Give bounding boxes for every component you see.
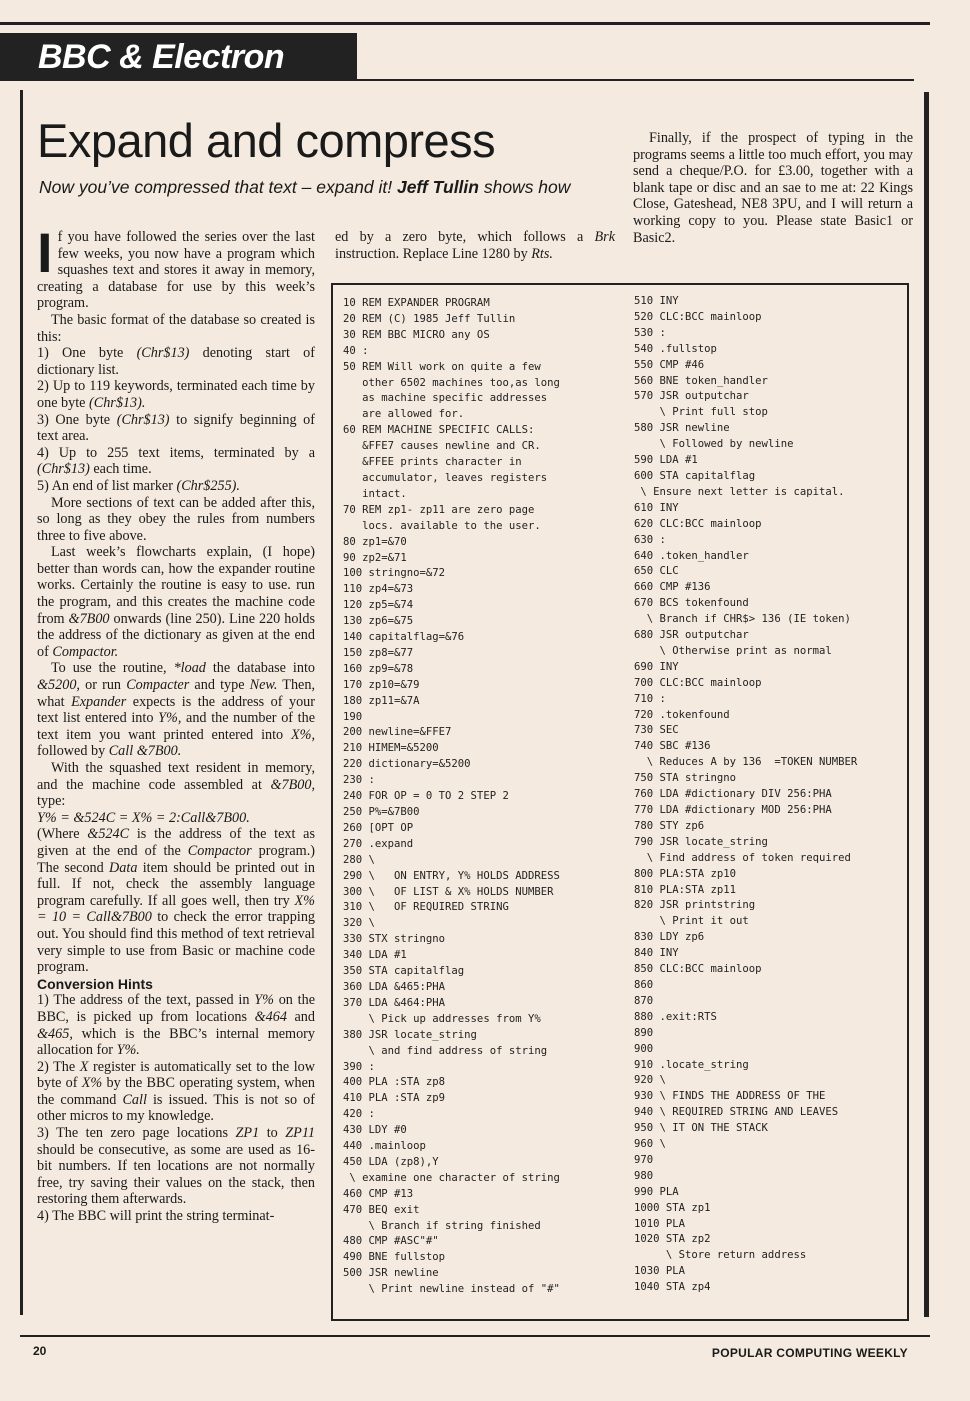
type-command: Y% = &524C = X% = 2:Call&7B00.	[37, 809, 250, 826]
code-line: accumulator, leaves registers	[343, 471, 548, 484]
code-line: 140 capitalflag=&76	[343, 631, 465, 644]
code-line: \ Print it out	[634, 915, 749, 928]
code-line: 860	[634, 978, 654, 991]
flowchart-paragraph: Last week’s flowcharts explain, (I hope) better than words can, how the expander routine works. Certainly the routine is easy to use. run the program, and this creates the machine code from &7B00 onwards (line 250). Line 220 holds the address of the dictionary as given at the end of Compactor.	[37, 544, 315, 660]
code-line: 840 INY	[634, 947, 679, 960]
code-line: 270 .expand	[343, 837, 414, 850]
code-line: 770 LDA #dictionary MOD 256:PHA	[634, 804, 832, 816]
code-line: 360 LDA &465:PHA	[343, 980, 446, 993]
program-listing-left	[343, 296, 560, 1298]
code-line: 810 PLA:STA zp11	[634, 883, 737, 896]
code-line: 690 INY	[634, 660, 679, 673]
code-line: 760 LDA #dictionary DIV 256:PHA	[634, 788, 832, 801]
code-line: 350 STA capitalflag	[343, 965, 465, 978]
code-line: 870	[634, 994, 654, 1007]
drop-cap: I	[37, 221, 53, 284]
code-line: 620 CLC:BCC mainloop	[634, 517, 762, 530]
code-line: 600 STA capitalflag	[634, 469, 756, 482]
hint-item: 1) The address of the text, passed in Y% on the BBC, is picked up from locations &464 and &465, which is the BBC’s internal memory allocation for Y%.	[37, 992, 315, 1059]
header-rule	[357, 79, 914, 81]
code-line: &FFE7 causes newline and CR.	[343, 440, 541, 453]
code-line: 210 HIMEM=&5200	[343, 742, 439, 755]
code-line: \ Store return address	[634, 1249, 807, 1262]
code-line: 500 JSR newline	[343, 1267, 439, 1280]
code-line: 940 \ REQUIRED STRING AND LEAVES	[634, 1106, 839, 1119]
code-line: 300 \ OF LIST & X% HOLDS NUMBER	[343, 885, 554, 898]
code-line: 580 JSR newline	[634, 422, 730, 435]
code-line: intact.	[343, 487, 407, 500]
list-item: 4) Up to 255 text items, terminated by a (Chr$13) each time.	[37, 444, 315, 478]
code-line: 240 FOR OP = 0 TO 2 STEP 2	[343, 790, 509, 803]
list-item: 3) One byte (Chr$13) to signify beginning of text area.	[37, 411, 315, 445]
code-line: 930 \ FINDS THE ADDRESS OF THE	[634, 1090, 826, 1103]
code-line: 200 newline=&FFE7	[343, 726, 452, 739]
code-line: 820 JSR printstring	[634, 899, 756, 912]
code-line: 130 zp6=&75	[343, 615, 414, 628]
standfirst-text: Now you’ve compressed that text – expand it!	[39, 177, 397, 197]
code-line: 420 :	[343, 1108, 375, 1121]
code-line: 960 \	[634, 1138, 666, 1151]
code-line: 980	[634, 1169, 654, 1182]
code-line: 640 .token_handler	[634, 549, 749, 562]
list-item: 5) An end of list marker (Chr$255).	[37, 477, 240, 494]
more-paragraph: More sections of text can be added after this, so long as they obey the rules from numbers three to five above.	[37, 494, 315, 544]
code-line: 590 LDA #1	[634, 454, 698, 467]
standfirst-author: Jeff Tullin	[396, 177, 479, 197]
code-line: 90 zp2=&71	[343, 551, 407, 564]
format-paragraph: The basic format of the database so created is this:	[37, 311, 315, 345]
body-column-3	[633, 130, 913, 246]
code-line: 880 .exit:RTS	[634, 1010, 717, 1023]
standfirst-suffix: shows how	[478, 177, 571, 197]
code-line: 40 :	[343, 344, 369, 357]
body-column-2: ed by a zero byte, which follows a Brk instruction. Replace Line 1280 by Rts.	[335, 229, 615, 262]
code-line: 650 CLC	[634, 565, 679, 578]
body-column-1	[37, 221, 316, 1225]
code-line: 520 CLC:BCC mainloop	[634, 310, 762, 323]
code-line: 30 REM BBC MICRO any OS	[343, 328, 490, 341]
code-line: 50 REM Will work on quite a few	[343, 360, 541, 373]
code-line: 970	[634, 1153, 654, 1166]
code-line: 990 PLA	[634, 1185, 679, 1198]
code-line: \ Ensure next letter is capital.	[634, 485, 845, 498]
squashed-paragraph: With the squashed text resident in memory, and the machine code assembled at &7B00, type:	[37, 760, 315, 810]
code-line: 660 CMP #136	[634, 581, 711, 594]
code-line: \ Branch if string finished	[343, 1219, 541, 1232]
code-line: 440 .mainloop	[343, 1140, 426, 1153]
code-line: 1030 PLA	[634, 1265, 686, 1278]
code-line: 920 \	[634, 1074, 666, 1087]
where-paragraph: (Where &524C is the address of the text as given at the end of the Compactor program.) The second Data item should be printed out in full. If not, check the assembly language program carefully. If all goes well, then try X% = 10 = Call&7B00 to check the error trapping out. You should find this method of text retrieval very simple to use from Basic or machine code program.	[37, 826, 316, 976]
publication-name: POPULAR COMPUTING WEEKLY	[711, 1346, 908, 1360]
code-line: 730 SEC	[634, 724, 679, 737]
code-line: 780 STY zp6	[634, 819, 705, 832]
hint-item: 2) The X register is automatically set to the low byte of X% by the BBC operating system, when the command Call is issued. This is not so of other micros to my knowledge.	[37, 1058, 315, 1125]
code-line: 250 P%=&7B00	[343, 806, 420, 818]
code-line: are allowed for.	[343, 408, 465, 421]
code-line: 340 LDA #1	[343, 949, 407, 962]
code-line: 230 :	[343, 774, 375, 787]
code-line: 790 JSR locate_string	[634, 835, 768, 848]
code-line: 1040 STA zp4	[634, 1281, 711, 1294]
code-line: \ Print full stop	[634, 406, 768, 419]
code-line: 1020 STA zp2	[634, 1233, 711, 1246]
code-line: 680 JSR outputchar	[634, 629, 749, 642]
program-listing-right	[634, 294, 857, 1296]
code-line: 10 REM EXPANDER PROGRAM	[343, 297, 490, 309]
footer-rule	[20, 1335, 930, 1337]
code-line: 950 \ IT ON THE STACK	[634, 1122, 768, 1135]
code-line: 100 stringno=&72	[343, 567, 446, 580]
code-line: 330 STX stringno	[343, 933, 446, 946]
code-line: 540 .fullstop	[634, 342, 717, 355]
code-line: 470 BEQ exit	[343, 1203, 420, 1216]
code-line: 410 PLA :STA zp9	[343, 1092, 446, 1105]
code-line: \ Followed by newline	[634, 438, 794, 451]
code-line: 220 dictionary=&5200	[343, 758, 471, 771]
code-line: 20 REM (C) 1985 Jeff Tullin	[343, 312, 516, 325]
list-item: 2) Up to 119 keywords, terminated each time by one byte (Chr$13).	[37, 378, 315, 411]
hint-item: 3) The ten zero page locations ZP1 to ZP11 should be consecutive, as some are used as 16-bit numbers. If ten locations are not normally free, try saving their values on the stack, then restoring them afterwards.	[37, 1125, 315, 1208]
code-line: \ Print newline instead of "#"	[343, 1283, 560, 1296]
code-line: 490 BNE fullstop	[343, 1251, 446, 1264]
code-line: 280 \	[343, 853, 375, 866]
code-line: 80 zp1=&70	[343, 535, 407, 548]
code-line: 530 :	[634, 326, 666, 339]
standfirst	[39, 177, 599, 197]
usage-paragraph: To use the routine, *load the database into &5200, or run Compacter and type New. Then, what Expander expects is the address of your text list entered into Y%, and the number of the text item you want printed entered into X%, followed by Call &7B00.	[37, 660, 316, 760]
code-line: 700 CLC:BCC mainloop	[634, 676, 762, 689]
code-line: 60 REM MACHINE SPECIFIC CALLS:	[343, 424, 535, 437]
code-line: 120 zp5=&74	[343, 599, 414, 612]
code-line: 890	[634, 1026, 654, 1039]
code-line: 1010 PLA	[634, 1217, 686, 1230]
top-rule	[0, 22, 930, 25]
page-number: 20	[33, 1344, 47, 1358]
code-line: 560 BNE token_handler	[634, 374, 768, 387]
code-line: 570 JSR outputchar	[634, 390, 749, 403]
code-line: 380 JSR locate_string	[343, 1028, 477, 1041]
code-line: 630 :	[634, 533, 666, 546]
section-banner: BBC & Electron	[0, 33, 357, 81]
code-line: 750 STA stringno	[634, 772, 737, 785]
code-line: \ Otherwise print as normal	[634, 644, 832, 657]
right-border	[924, 92, 929, 1317]
code-line: \ and find address of string	[343, 1044, 548, 1057]
code-line: 460 CMP #13	[343, 1187, 414, 1200]
code-line: \ Reduces A by 136 =TOKEN NUMBER	[634, 756, 858, 769]
code-line: \ examine one character of string	[343, 1171, 560, 1184]
code-line: \ Find address of token required	[634, 851, 851, 864]
code-line: 740 SBC #136	[634, 740, 711, 753]
code-line: 800 PLA:STA zp10	[634, 867, 737, 880]
list-item: 1) One byte (Chr$13) denoting start of dictionary list.	[37, 345, 315, 378]
code-line: 670 BCS tokenfound	[634, 597, 749, 610]
code-line: \ Branch if CHR$> 136 (IE token)	[634, 613, 851, 626]
code-line: 430 LDY #0	[343, 1124, 407, 1137]
code-line: 480 CMP #ASC"#"	[343, 1235, 439, 1248]
code-line: 160 zp9=&78	[343, 662, 414, 675]
code-line: other 6502 machines too,as long	[343, 376, 560, 389]
code-line: 610 INY	[634, 501, 679, 514]
hints-heading: Conversion Hints	[37, 975, 153, 992]
code-line: 510 INY	[634, 295, 679, 307]
code-line: 150 zp8=&77	[343, 646, 414, 659]
code-line: 830 LDY zp6	[634, 931, 705, 944]
code-line: 900	[634, 1042, 654, 1055]
code-line: 110 zp4=&73	[343, 583, 414, 596]
code-line: locs. available to the user.	[343, 519, 541, 532]
intro-paragraph: If you have followed the series over the last few weeks, you now have a program which squashes text and stores it away in memory, creating a database for use by this week’s program.	[37, 221, 315, 312]
code-line: \ Pick up addresses from Y%	[343, 1012, 541, 1025]
closing-paragraph: Finally, if the prospect of typing in the programs seems a little too much effort, you may send a cheque/P.O. for £3.00, together with a blank tape or disc and an sae to me at: 22 Kings Close, Gateshead, NE8 3PU, and I will return a working copy to you. Please state Basic1 or Basic2.	[633, 130, 913, 246]
left-border	[20, 90, 23, 1315]
code-line: 720 .tokenfound	[634, 708, 730, 721]
code-line: &FFEE prints character in	[343, 456, 522, 469]
code-line: 290 \ ON ENTRY, Y% HOLDS ADDRESS	[343, 869, 560, 882]
code-line: 550 CMP #46	[634, 358, 705, 371]
code-line: 70 REM zp1- zp11 are zero page	[343, 503, 535, 516]
hint-item: 4) The BBC will print the string terminat-	[37, 1208, 275, 1225]
code-line: 910 .locate_string	[634, 1058, 749, 1071]
code-line: 400 PLA :STA zp8	[343, 1076, 446, 1089]
code-line: 190	[343, 710, 363, 723]
headline: Expand and compress	[37, 114, 496, 167]
code-line: 260 [OPT OP	[343, 821, 414, 834]
code-line: 370 LDA &464:PHA	[343, 996, 446, 1009]
code-line: 170 zp10=&79	[343, 678, 420, 691]
code-line: 310 \ OF REQUIRED STRING	[343, 901, 509, 914]
code-line: 1000 STA zp1	[634, 1201, 711, 1214]
code-line: 450 LDA (zp8),Y	[343, 1155, 439, 1168]
code-line: as machine specific addresses	[343, 392, 548, 405]
code-line: 320 \	[343, 917, 375, 930]
code-line: 710 :	[634, 692, 666, 705]
code-line: 850 CLC:BCC mainloop	[634, 963, 762, 976]
code-line: 180 zp11=&7A	[343, 694, 420, 707]
code-line: 390 :	[343, 1060, 375, 1073]
